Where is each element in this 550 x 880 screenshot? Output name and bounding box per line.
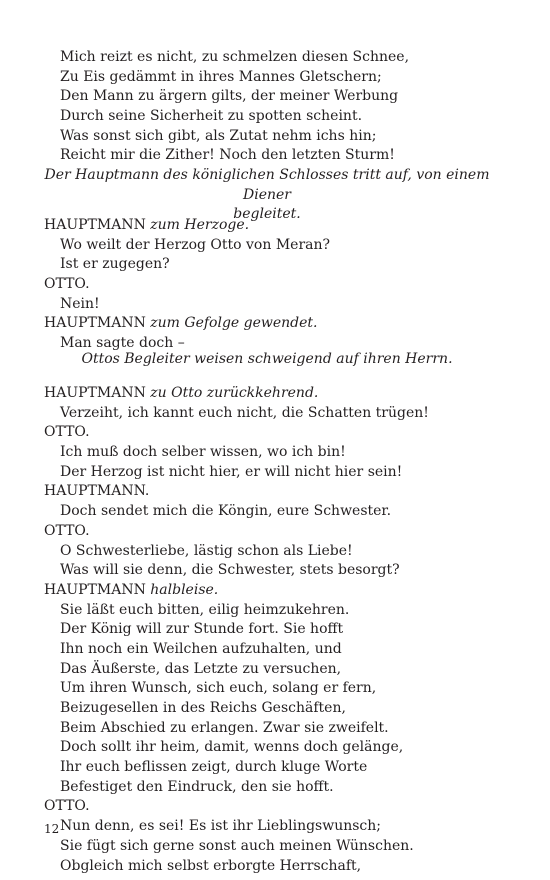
verse-block-opening: [44, 48, 490, 166]
speaker-name: OTTO.: [44, 276, 90, 293]
verse-line: Das Äußerste, das Letzte zu versuchen,: [60, 660, 342, 677]
speaker-direction: zu Otto zurückkehrend.: [150, 385, 319, 401]
verse-line: Reicht mir die Zither! Noch den letzten Sturm!: [60, 147, 395, 164]
verse-line: Verzeiht, ich kannt euch nicht, die Schatten trügen!: [60, 404, 429, 421]
speaker-direction: zum Herzoge.: [150, 217, 250, 233]
speaker-name: HAUPTMANN: [44, 581, 146, 598]
verse-line: Ihn noch ein Weilchen aufzuhalten, und: [60, 640, 342, 657]
verse-line: Ihr euch beflissen zeigt, durch kluge Worte: [60, 759, 368, 776]
verse-line: Um ihren Wunsch, sich euch, solang er fern,: [60, 680, 377, 697]
speaker-name: OTTO.: [44, 424, 90, 441]
speaker-name: OTTO.: [44, 522, 90, 539]
page-number: 12: [44, 822, 60, 836]
verse-line: Zu Eis gedämmt in ihres Mannes Gletschern;: [60, 68, 382, 85]
verse-line: Ist er zugegen?: [60, 256, 170, 273]
speaker-name: HAUPTMANN: [44, 385, 146, 401]
verse-line: Der Herzog ist nicht hier, er will nicht hier sein!: [60, 463, 403, 480]
verse-line: O Schwesterliebe, lästig schon als Liebe!: [60, 542, 353, 559]
verse-line: Mich reizt es nicht, zu schmelzen diesen Schnee,: [60, 49, 410, 65]
dialogue-block-3: [44, 384, 490, 876]
speaker-name: OTTO.: [44, 798, 90, 815]
verse-line: Wo weilt der Herzog Otto von Meran?: [60, 236, 331, 253]
verse-line: Durch seine Sicherheit zu spotten scheint.: [60, 108, 363, 125]
verse-line: Obgleich mich selbst erborgte Herrschaft,: [60, 857, 362, 874]
verse-line: Beim Abschied zu erlangen. Zwar sie zweifelt.: [60, 719, 389, 736]
verse-line: Der König will zur Stunde fort. Sie hofft: [60, 621, 344, 638]
verse-line: Befestiget den Eindruck, den sie hofft.: [60, 778, 334, 795]
stage-direction-line: begleitet.: [233, 206, 301, 223]
speaker-line: [44, 314, 490, 334]
verse-line: Sie läßt euch bitten, eilig heimzukehren.: [60, 601, 350, 618]
verse-line: Beizugesellen in des Reichs Geschäften,: [60, 700, 346, 716]
verse-line: Sie fügt sich gerne sonst auch meinen Wünschen.: [60, 837, 414, 854]
verse-line: Was will sie denn, die Schwester, stets besorgt?: [60, 562, 400, 579]
speaker-name: HAUPTMANN.: [44, 483, 150, 500]
speaker-line: [44, 216, 490, 236]
speaker-direction: halbleise.: [150, 581, 219, 598]
speaker-line: [44, 581, 490, 601]
stage-direction-line: Ottos Begleiter weisen schweigend auf ihren Herrn.: [81, 351, 453, 367]
verse-line: Nein!: [60, 295, 100, 312]
verse-line: Ich muß doch selber wissen, wo ich bin!: [60, 444, 346, 461]
speaker-name: HAUPTMANN: [44, 315, 146, 332]
verse-line: Man sagte doch –: [60, 335, 185, 352]
dialogue-block-2: [44, 216, 490, 354]
verse-line: Doch sollt ihr heim, damit, wenns doch gelänge,: [60, 739, 404, 756]
verse-line: Was sonst sich gibt, als Zutat nehm ichs hin;: [60, 127, 377, 144]
verse-line: Den Mann zu ärgern gilts, der meiner Werbung: [60, 88, 399, 105]
stage-direction-line: Der Hauptmann des königlichen Schlosses tritt auf, von einem Diener: [44, 167, 490, 203]
stage-direction-silence: [44, 350, 490, 370]
verse-line: Doch sendet mich die Köngin, eure Schwester.: [60, 503, 392, 520]
speaker-direction: zum Gefolge gewendet.: [150, 315, 318, 332]
verse-line: Nun denn, es sei! Es ist ihr Lieblingswunsch;: [60, 818, 382, 835]
speaker-name: HAUPTMANN: [44, 217, 146, 233]
speaker-line: [44, 384, 490, 404]
